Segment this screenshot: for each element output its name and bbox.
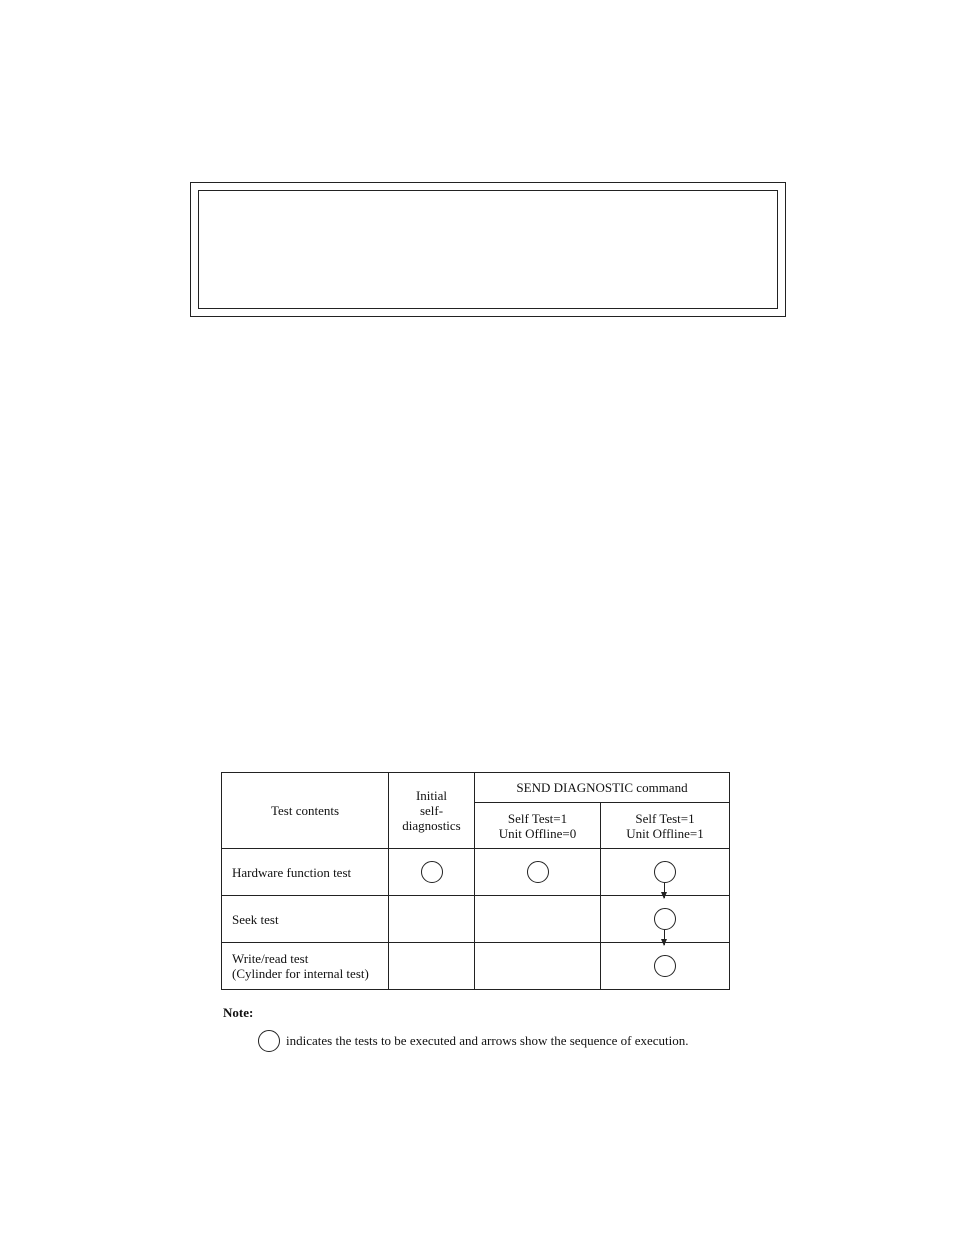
cell-offline1-seek [601,896,730,943]
header-initial-self-diagnostics [389,773,475,849]
cell-offline0-hardware [475,849,601,896]
row-label-text: Write/read test [232,951,309,966]
header-initial-line2: self- [419,803,444,818]
note-text: indicates the tests to be executed and arrows show the sequence of execution. [286,1033,689,1048]
executed-circle-icon [654,908,676,930]
legend-circle-icon [258,1030,280,1052]
row-label-subtext: (Cylinder for internal test) [232,966,369,981]
cell-offline1-write-read [601,943,730,990]
boxed-notice-inner-frame [198,190,778,309]
row-hardware-function-test-label [222,849,389,896]
header-send-diagnostic-text: SEND DIAGNOSTIC command [516,780,688,795]
executed-circle-with-arrow [654,861,676,883]
cell-initial-seek [389,896,475,943]
header-self-test-offline-1 [601,803,730,849]
cell-initial-hardware [389,849,475,896]
col-b-line1: Self Test=1 [635,810,695,826]
cell-initial-write-read [389,943,475,990]
header-initial-line1: Initial [415,788,448,803]
executed-circle-icon [654,955,676,977]
self-diagnostics-table [221,772,730,990]
header-initial-line3: diagnostics [402,818,461,833]
executed-circle-with-arrow [654,908,676,930]
col-b-line2: Unit Offline=1 [626,825,704,841]
cell-offline0-write-read [475,943,601,990]
executed-circle-icon [527,861,549,883]
row-label-text: Seek test [232,911,279,927]
executed-circle-icon [421,861,443,883]
header-send-diagnostic [475,773,730,803]
note-heading: Note: [223,1005,254,1020]
cell-offline0-seek [475,896,601,943]
header-test-contents-text: Test contents [270,803,340,818]
executed-circle-icon [654,861,676,883]
row-write-read-test-label [222,943,389,990]
header-self-test-offline-0 [475,803,601,849]
note-line [258,1030,689,1052]
col-a-line1: Self Test=1 [507,810,568,826]
row-seek-test-label [222,896,389,943]
cell-offline1-hardware [601,849,730,896]
col-a-line2: Unit Offline=0 [498,825,577,841]
header-test-contents [222,773,389,849]
self-diagnostics-table-figure [221,772,730,990]
row-label-text: Hardware function test [232,864,352,880]
